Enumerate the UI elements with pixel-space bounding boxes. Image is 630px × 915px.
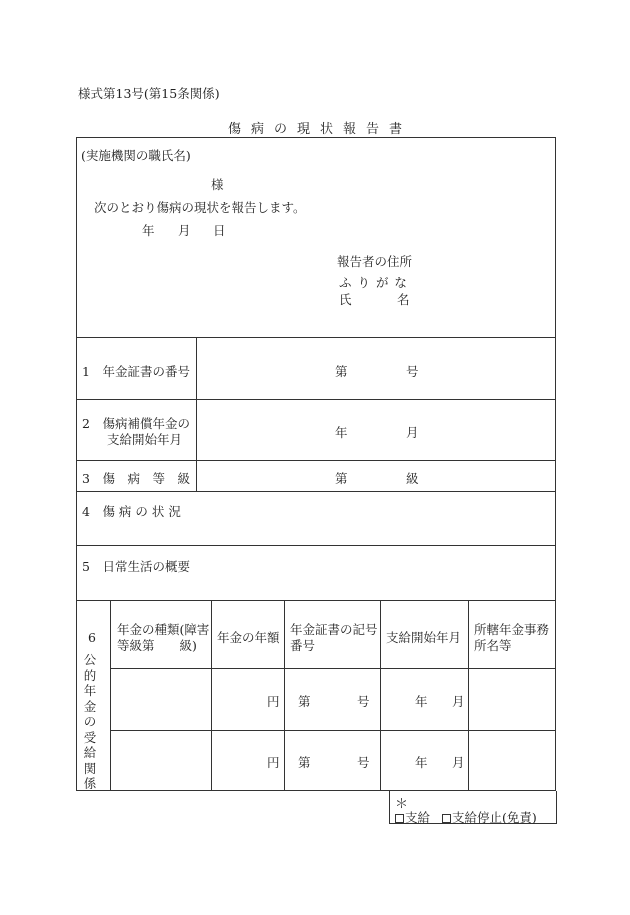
item2-label-line2: 支給開始年月 (82, 432, 183, 447)
col-divider (284, 600, 285, 791)
intro-text: 次のとおり傷病の現状を報告します。 (94, 200, 306, 215)
option-pay[interactable] (395, 808, 430, 826)
row2-year: 年 (415, 755, 428, 770)
header-office-line2: 所名等 (474, 638, 512, 653)
furigana-label: ふ り が な (339, 275, 408, 290)
asterisk-mark: ＊ (395, 797, 409, 812)
row1-year: 年 (415, 694, 428, 709)
title-char: 告 (366, 122, 380, 137)
item3-dai: 第 (335, 471, 348, 486)
title-char: 書 (389, 122, 403, 137)
title-char: の (273, 122, 287, 137)
org-label: (実施機関の職氏名) (81, 148, 191, 163)
form-number: 様式第13号(第15条関係) (78, 86, 220, 101)
checkbox-pay[interactable] (395, 814, 404, 823)
checkbox-stop[interactable] (442, 814, 451, 823)
date-day: 日 (213, 223, 226, 238)
title-char: 病 (250, 122, 264, 137)
section6-number: 6 (88, 630, 96, 645)
header-certificate-line1: 年金証書の記号 (290, 622, 378, 637)
header-pension-type-line2: 等級第 級) (117, 638, 197, 653)
header-pension-type-line1: 年金の種類(障害 (117, 622, 210, 637)
row2-yen: 円 (267, 755, 280, 770)
col-divider (380, 600, 381, 791)
item1-dai: 第 (335, 364, 348, 379)
header-annual-amount: 年金の年額 (217, 630, 280, 645)
row2-go: 号 (357, 755, 370, 770)
row-divider (76, 545, 556, 546)
item4-label: 4 傷 病 の 状 況 (82, 504, 181, 519)
col-divider (110, 600, 111, 791)
option-stop-label: 支給停止(免責) (452, 810, 537, 825)
row1-month: 月 (452, 694, 465, 709)
title-char: 状 (320, 122, 334, 137)
header-office-line1: 所轄年金事務 (474, 622, 550, 637)
row1-dai: 第 (298, 694, 311, 709)
row-divider (76, 491, 556, 492)
row1-go: 号 (357, 694, 370, 709)
row1-yen: 円 (267, 694, 280, 709)
option-stop[interactable] (442, 808, 537, 826)
item2-month: 月 (406, 425, 419, 440)
reporter-address-label: 報告者の住所 (337, 254, 413, 269)
item1-label: 1 年金証書の番号 (82, 364, 190, 379)
date-month: 月 (178, 223, 191, 238)
header-certificate-line2: 番号 (290, 638, 316, 653)
honorific: 様 (211, 177, 224, 192)
item3-kyu: 級 (406, 471, 419, 486)
name-label-right: 名 (397, 292, 410, 307)
title-char: 現 (296, 122, 310, 137)
document-title (0, 118, 630, 137)
row-divider (76, 399, 556, 400)
col-divider (211, 600, 212, 791)
row-divider (76, 460, 556, 461)
item5-label: 5 日常生活の概要 (82, 559, 190, 574)
row2-month: 月 (452, 755, 465, 770)
section6-vertical-label: 公的年金の受給関係 (83, 652, 97, 791)
col-divider (196, 337, 197, 491)
item3-label: 3 傷 病 等 級 (82, 471, 190, 486)
col-divider (468, 600, 469, 791)
row2-dai: 第 (298, 755, 311, 770)
title-char: 報 (343, 122, 357, 137)
date-year: 年 (142, 223, 155, 238)
option-pay-label: 支給 (405, 810, 431, 825)
item2-label-line1: 2 傷病補償年金の (82, 416, 190, 431)
header-start-date: 支給開始年月 (386, 630, 462, 645)
row-divider (76, 600, 556, 601)
name-label-left: 氏 (339, 292, 352, 307)
row-divider (76, 337, 556, 338)
item2-year: 年 (335, 425, 348, 440)
item1-go: 号 (406, 364, 419, 379)
title-char: 傷 (227, 122, 241, 137)
row-divider (110, 730, 556, 731)
row-divider (110, 668, 556, 669)
